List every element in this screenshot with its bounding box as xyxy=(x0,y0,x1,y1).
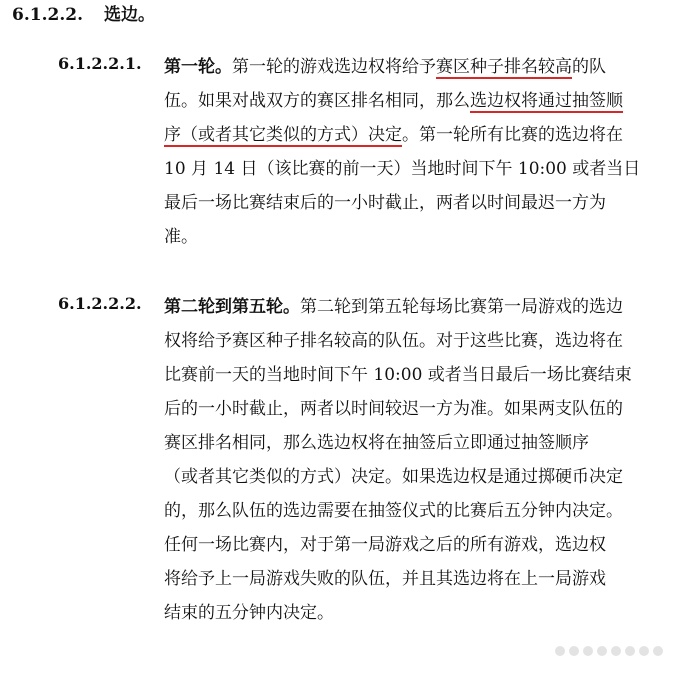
text-line xyxy=(164,118,664,152)
text-line: 权将给予赛区种子排名较高的队伍。对于这些比赛，选边将在 xyxy=(164,331,623,351)
red-underlined-text: 序（或者其它类似的方式）决定 xyxy=(164,125,402,145)
clause-title: 第二轮到第五轮。 xyxy=(164,297,300,317)
watermark-dot xyxy=(597,646,607,656)
clause-number: 6.1.2.2.2. xyxy=(58,294,142,313)
text-line: 赛区排名相同，那么选边权将在抽签后立即通过抽签顺序 xyxy=(164,433,589,453)
text-segment: 的队 xyxy=(572,57,606,77)
text-line: 准。 xyxy=(164,227,198,247)
watermark-dot xyxy=(639,646,649,656)
text-line: 比赛前一天的当地时间下午 10:00 或者当日最后一场比赛结束 xyxy=(164,365,632,385)
watermark-dot xyxy=(611,646,621,656)
watermark-dot xyxy=(625,646,635,656)
text-line: 结束的五分钟内决定。 xyxy=(164,603,334,623)
clause-number: 6.1.2.2.1. xyxy=(58,54,142,73)
text-segment: 第二轮到第五轮每场比赛第一局游戏的选边 xyxy=(300,297,623,317)
watermark-dot xyxy=(583,646,593,656)
text-line: 将给予上一局游戏失败的队伍，并且其选边将在上一局游戏 xyxy=(164,569,606,589)
section-title: 选边。 xyxy=(104,5,155,25)
section-number: 6.1.2.2. xyxy=(12,5,83,25)
text-segment: 第一轮的游戏选边权将给予 xyxy=(232,57,436,77)
clause-title: 第一轮。 xyxy=(164,57,232,77)
text-line: 最后一场比赛结束后的一小时截止，两者以时间最迟一方为 xyxy=(164,193,606,213)
section-heading xyxy=(12,3,155,27)
text-line xyxy=(164,290,664,324)
text-line: （或者其它类似的方式）决定。如果选边权是通过掷硬币决定 xyxy=(164,467,623,487)
clause-body xyxy=(164,50,664,254)
text-line: 后的一小时截止，两者以时间较迟一方为准。如果两支队伍的 xyxy=(164,399,623,419)
watermark-dot xyxy=(555,646,565,656)
text-segment: 。第一轮所有比赛的选边将在 xyxy=(402,125,623,145)
text-line xyxy=(164,50,664,84)
watermark-dot xyxy=(569,646,579,656)
text-segment: 伍。如果对战双方的赛区排名相同，那么 xyxy=(164,91,470,111)
text-line: 的，那么队伍的选边需要在抽签仪式的比赛后五分钟内决定。 xyxy=(164,501,623,521)
red-underlined-text: 选边权将通过抽签顺 xyxy=(470,91,623,111)
text-line: 任何一场比赛内，对于第一局游戏之后的所有游戏，选边权 xyxy=(164,535,606,555)
watermark-dot xyxy=(653,646,663,656)
red-underlined-text: 赛区种子排名较高 xyxy=(436,57,572,77)
watermark-dots xyxy=(555,646,663,656)
clause-body xyxy=(164,290,664,630)
text-line xyxy=(164,84,664,118)
text-line: 10 月 14 日（该比赛的前一天）当地时间下午 10:00 或者当日 xyxy=(164,159,641,179)
